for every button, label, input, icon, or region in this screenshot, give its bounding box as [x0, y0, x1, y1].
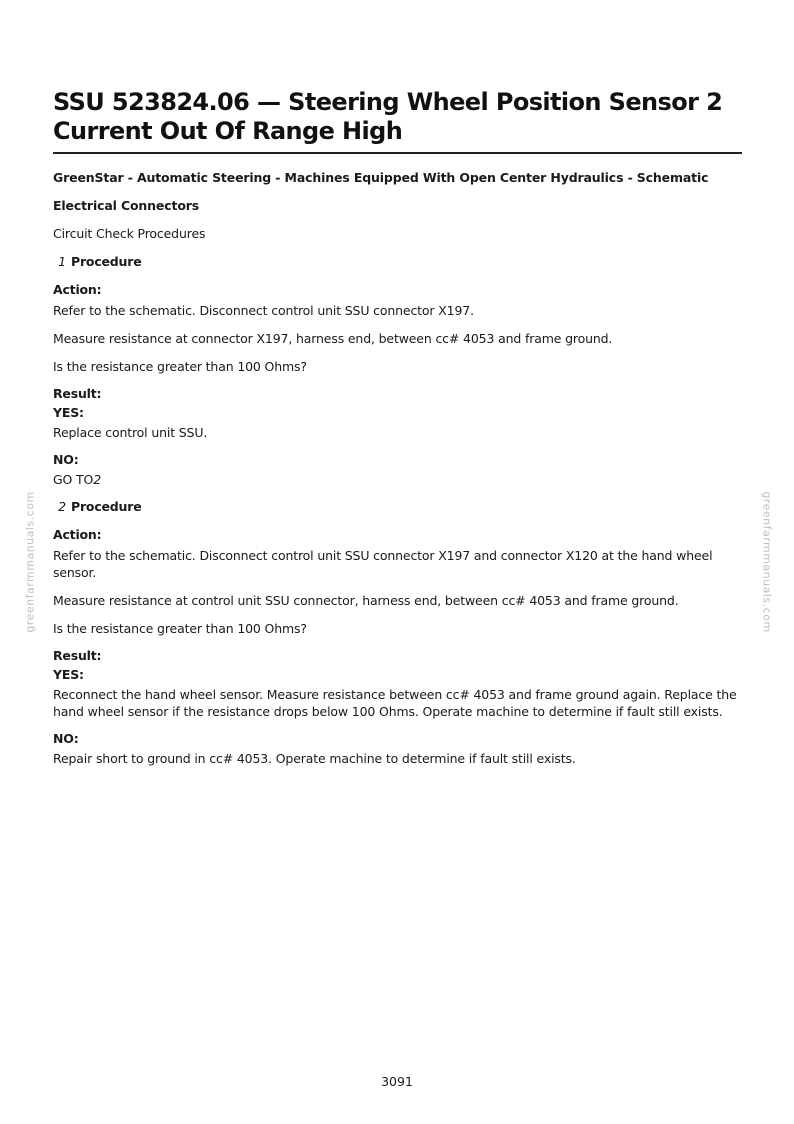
step-1-title: Procedure [71, 254, 142, 269]
goto-text: GO TO [53, 472, 94, 487]
step-2-no-label: NO: [53, 731, 79, 746]
step-2 [53, 499, 742, 767]
link-circuit-check-procedures[interactable]: Circuit Check Procedures [53, 226, 206, 241]
step-1-result-label: Result: [53, 386, 102, 401]
step-1-question: Is the resistance greater than 100 Ohms? [53, 359, 307, 374]
page-number: 3091 [381, 1074, 413, 1089]
step-2-number: 2 [58, 499, 66, 514]
link-electrical-connectors[interactable]: Electrical Connectors [53, 198, 200, 213]
step-1-action-text: Measure resistance at connector X197, harness end, between cc# 4053 and frame ground. [53, 331, 613, 346]
step-1-heading [53, 254, 742, 270]
step-2-result-label: Result: [53, 648, 102, 663]
step-2-heading [53, 499, 742, 515]
watermark-right: greenfarmmanuals.com [760, 491, 774, 633]
related-links [53, 170, 742, 242]
step-2-no-text: Repair short to ground in cc# 4053. Operate machine to determine if fault still exists. [53, 751, 576, 766]
document-page [53, 88, 742, 778]
page-title: SSU 523824.06 — Steering Wheel Position Sensor 2 Current Out Of Range High [53, 88, 742, 154]
step-2-question: Is the resistance greater than 100 Ohms? [53, 621, 307, 636]
goto-step-2-link[interactable]: 2 [93, 472, 102, 487]
step-1-no-text [53, 471, 742, 488]
step-1-yes-label: YES: [53, 405, 84, 420]
step-2-action-text: Measure resistance at control unit SSU connector, harness end, between cc# 4053 and frame ground. [53, 593, 679, 608]
link-schematic[interactable]: GreenStar - Automatic Steering - Machines Equipped With Open Center Hydraulics - Schematic [53, 170, 709, 185]
step-2-action-label: Action: [53, 527, 102, 542]
step-1-number: 1 [58, 254, 66, 269]
step-2-action-text: Refer to the schematic. Disconnect control unit SSU connector X197 and connector X120 at the hand wheel sensor. [53, 548, 713, 580]
step-2-title: Procedure [71, 499, 142, 514]
step-1-yes-text: Replace control unit SSU. [53, 425, 208, 440]
step-1-action-label: Action: [53, 282, 102, 297]
step-2-yes-text: Reconnect the hand wheel sensor. Measure resistance between cc# 4053 and frame ground again. Replace the hand wheel sensor if the resistance drops below 100 Ohms. Operate machine to determine if fault still exists. [53, 687, 737, 719]
step-1-no-label: NO: [53, 452, 79, 467]
step-1 [53, 254, 742, 488]
step-2-yes-label: YES: [53, 667, 84, 682]
step-1-action-text: Refer to the schematic. Disconnect control unit SSU connector X197. [53, 303, 474, 318]
watermark-left: greenfarmmanuals.com [23, 491, 37, 633]
